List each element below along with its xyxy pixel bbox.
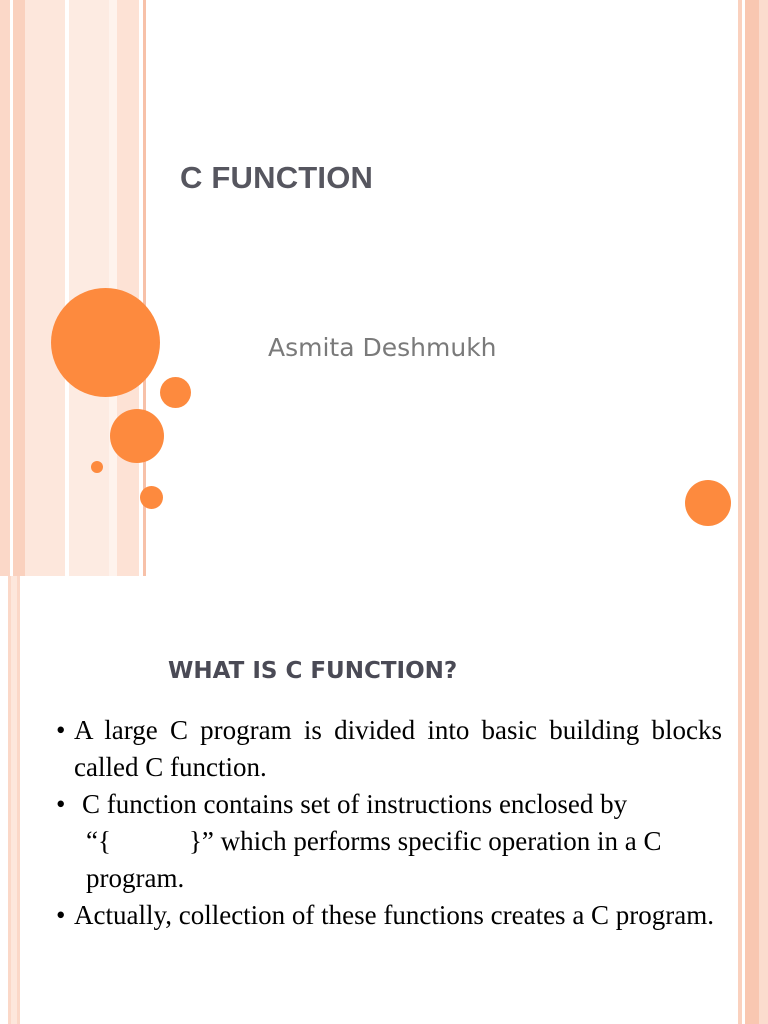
list-item [52,712,722,786]
list-item [52,786,722,897]
slide-heading: WHAT IS C FUNCTION? [168,658,458,684]
bullet-text: A large C program is divided into basic building blocks called C function. [74,715,722,782]
bullet-text-continuation [74,823,722,860]
bullet-text: C function contains set of instructions enclosed by [82,789,628,819]
decorative-stripe [17,576,20,1024]
bullet-icon: • [56,789,66,819]
decorative-circle-small [160,377,191,408]
decorative-stripe [25,0,65,576]
decorative-stripe [759,576,768,1024]
decorative-stripe [745,0,759,576]
bullet-text: program. [86,863,185,893]
bullet-text: }” which performs specific operation in a C [188,826,662,856]
content-slide [0,576,768,1024]
author-name: Asmita Deshmukh [268,333,497,362]
decorative-stripe [117,0,139,576]
decorative-circle-medium [110,409,164,463]
decorative-stripe [745,576,759,1024]
decorative-stripe [0,0,10,576]
decorative-circle-small [140,486,163,509]
bullet-icon: • [56,715,66,745]
slide-title: C FUNCTION [180,160,374,195]
decorative-stripe [0,576,8,1024]
decorative-circle-large [51,288,160,397]
list-item [52,897,722,934]
decorative-circle-right [685,480,731,526]
decorative-circle-tiny [91,461,103,473]
bullet-icon: • [56,900,66,930]
decorative-stripe [13,0,25,576]
bullet-text: Actually, collection of these functions creates a C program. [74,900,715,930]
bullet-text: “{ [86,826,111,856]
bullet-list [52,712,722,934]
decorative-stripe [759,0,768,576]
